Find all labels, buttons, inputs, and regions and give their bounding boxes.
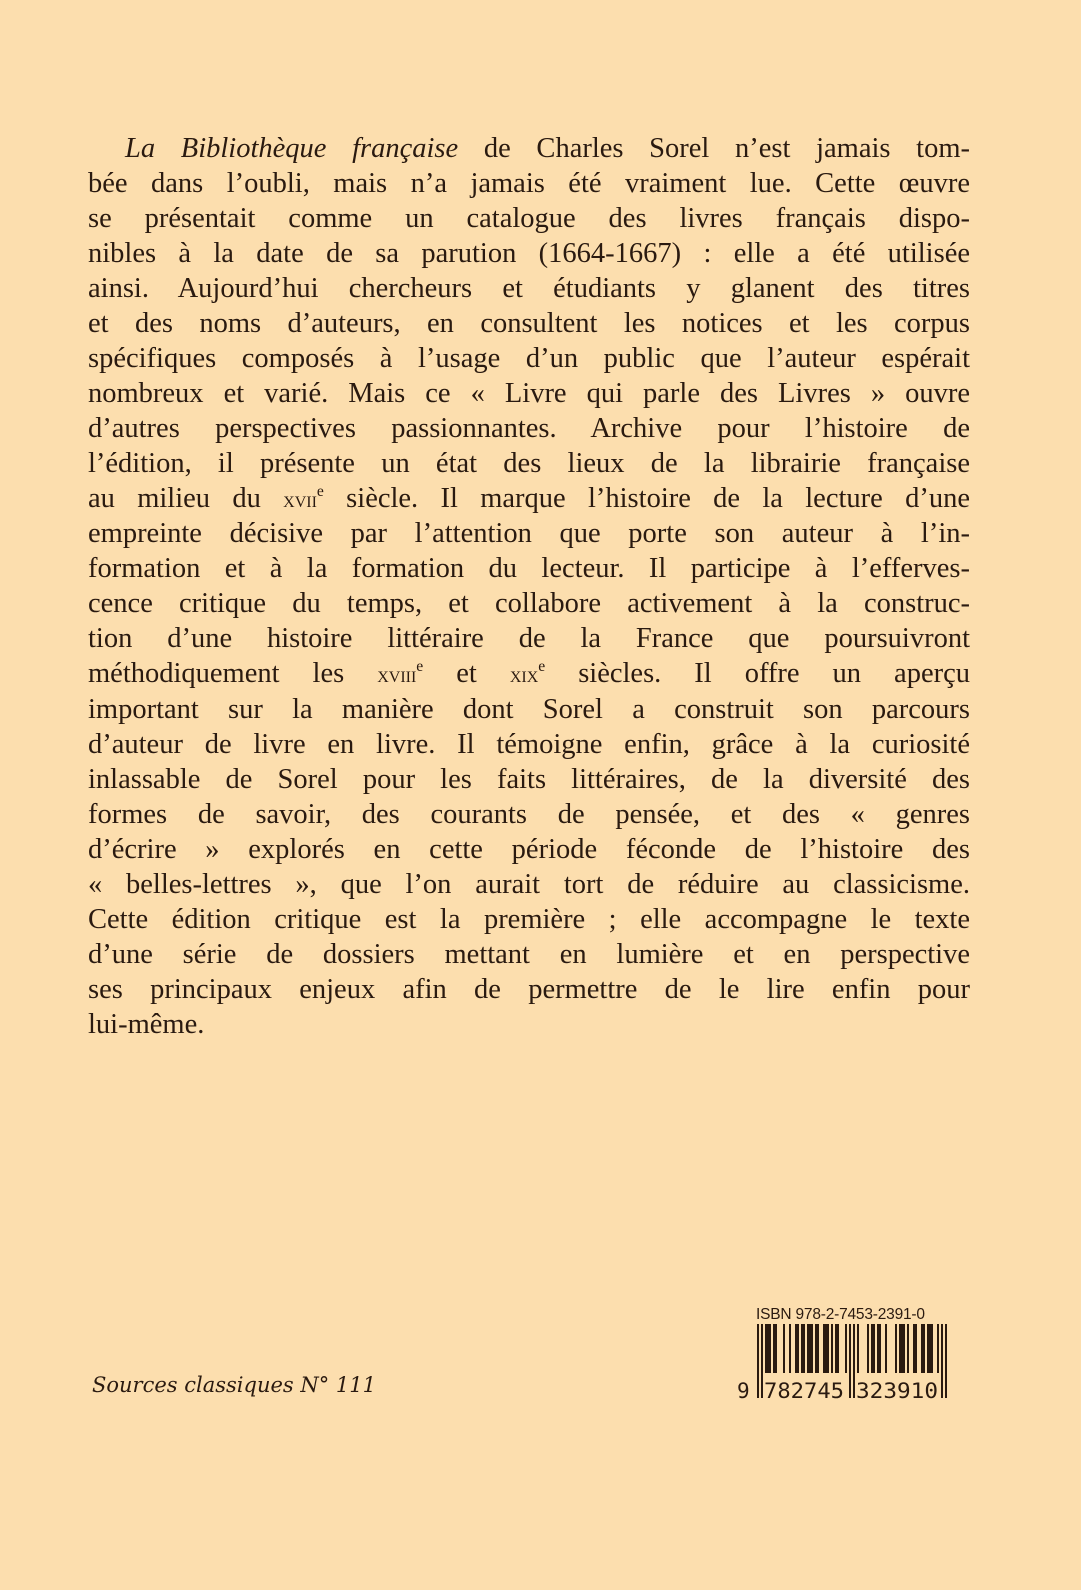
blurb-line	[88, 201, 970, 236]
barcode-first-digit: 9	[737, 1379, 750, 1403]
barcode-bar	[895, 1324, 897, 1373]
blurb-text: bée dans l’oubli, mais n’a jamais été vraiment lue. Cette œuvre	[88, 168, 970, 200]
blurb-text: formes de savoir, des courants de pensée, et des « genres	[88, 798, 970, 830]
blurb-text: d’auteur de livre en livre. Il témoigne enfin, grâce à la curiosité	[88, 728, 970, 760]
barcode-right-digits: 323910	[856, 1379, 938, 1403]
blurb-line	[88, 902, 970, 937]
barcode-bar	[789, 1324, 791, 1373]
barcode-bar	[871, 1324, 875, 1373]
blurb-text: lui-même.	[88, 1008, 205, 1040]
barcode-bar	[783, 1324, 785, 1373]
barcode-bar	[801, 1324, 805, 1373]
blurb-text: nibles à la date de sa parution (1664-1667) : elle a été utilisée	[88, 238, 970, 270]
barcode-bar	[831, 1324, 833, 1373]
blurb-text: d’autres perspectives passionnantes. Archive pour l’histoire de	[88, 413, 970, 445]
blurb-text: inlassable de Sorel pour les faits littéraires, de la diversité des	[88, 763, 970, 795]
blurb-line	[88, 481, 970, 516]
blurb-text: et des noms d’auteurs, en consultent les notices et les corpus	[88, 308, 970, 340]
blurb-line	[88, 411, 970, 446]
back-cover-blurb	[88, 131, 970, 1042]
blurb-line	[88, 131, 970, 166]
blurb-text: d’une série de dossiers mettant en lumière et en perspective	[88, 938, 970, 970]
blurb-line	[88, 166, 970, 201]
blurb-text: xviii	[377, 662, 417, 688]
blurb-text: l’édition, il présente un état des lieux de la librairie française	[88, 448, 970, 480]
barcode-guard-bar	[849, 1324, 851, 1398]
barcode-bar	[921, 1324, 925, 1373]
blurb-line	[88, 271, 970, 306]
blurb-text: siècles. Il offre un aperçu	[545, 658, 970, 690]
blurb-line	[88, 692, 970, 727]
blurb-text: e	[538, 658, 546, 676]
blurb-line	[88, 762, 970, 797]
blurb-text: e	[416, 658, 424, 676]
barcode-bar	[765, 1324, 771, 1373]
barcode-bar	[937, 1324, 939, 1373]
blurb-line	[88, 236, 970, 271]
barcode-guard-bar	[761, 1324, 763, 1398]
barcode-bar	[845, 1324, 847, 1373]
blurb-text: xix	[509, 662, 539, 688]
blurb-text: spécifiques composés à l’usage d’un public que l’auteur espérait	[88, 343, 970, 375]
barcode-bar	[927, 1324, 933, 1373]
blurb-text: se présentait comme un catalogue des livres français dispo-	[88, 203, 970, 235]
blurb-text: « belles-lettres », que l’on aurait tort de réduire au classicisme.	[88, 868, 970, 900]
isbn-label: ISBN 978-2-7453-2391-0	[756, 1306, 925, 1323]
blurb-text: au milieu du	[88, 483, 284, 515]
barcode-guard-bar	[853, 1324, 855, 1398]
blurb-line	[88, 727, 970, 762]
barcode-bar	[877, 1324, 881, 1373]
barcode-left-digits: 782745	[764, 1379, 844, 1403]
blurb-text: tion d’une histoire littéraire de la France que poursuivront	[88, 623, 970, 655]
blurb-text: nombreux et varié. Mais ce « Livre qui parle des Livres » ouvre	[88, 378, 970, 410]
barcode-bar	[773, 1324, 777, 1373]
blurb-line	[88, 797, 970, 832]
blurb-line	[88, 972, 970, 1007]
blurb-line	[88, 376, 970, 411]
barcode-bar	[823, 1324, 829, 1373]
blurb-line	[88, 551, 970, 586]
blurb-text: et	[423, 658, 510, 690]
blurb-line	[88, 937, 970, 972]
barcode-bar	[913, 1324, 917, 1373]
blurb-text: formation et à la formation du lecteur. Il participe à l’efferves-	[88, 553, 970, 585]
barcode-bar	[795, 1324, 799, 1373]
blurb-text: ses principaux enjeux afin de permettre de le lire enfin pour	[88, 973, 970, 1005]
barcode-guard-bar	[945, 1324, 947, 1398]
isbn-barcode	[734, 1324, 954, 1404]
blurb-line	[88, 446, 970, 481]
blurb-text: méthodiquement les	[88, 658, 378, 690]
blurb-text: cence critique du temps, et collabore activement à la construc-	[88, 588, 970, 620]
blurb-text: empreinte décisive par l’attention que porte son auteur à l’in-	[88, 518, 970, 550]
blurb-line	[88, 656, 970, 691]
blurb-text: e	[316, 483, 324, 501]
barcode-bar	[815, 1324, 819, 1373]
barcode-bar	[857, 1324, 859, 1373]
blurb-text: Cette édition critique est la première ; elle accompagne le texte	[88, 903, 970, 935]
blurb-text: important sur la manière dont Sorel a construit son parcours	[88, 693, 970, 725]
series-label: Sources classiques N° 111	[92, 1373, 376, 1397]
book-title: La Bibliothèque française	[125, 133, 459, 164]
blurb-line	[88, 621, 970, 656]
blurb-line	[88, 306, 970, 341]
blurb-line	[88, 586, 970, 621]
barcode-bar	[907, 1324, 909, 1373]
barcode-guard-bar	[941, 1324, 943, 1398]
barcode-bar	[899, 1324, 905, 1373]
barcode-bar	[867, 1324, 869, 1373]
blurb-line	[88, 341, 970, 376]
blurb-text: d’écrire » explorés en cette période féconde de l’histoire des	[88, 833, 970, 865]
barcode-bar	[885, 1324, 887, 1373]
blurb-text: xvii	[283, 487, 317, 513]
blurb-text: de Charles Sorel n’est jamais tom-	[458, 133, 970, 164]
barcode-bar	[835, 1324, 839, 1373]
barcode-bar	[807, 1324, 813, 1373]
blurb-line	[88, 1007, 970, 1042]
blurb-text: siècle. Il marque l’histoire de la lecture d’une	[323, 483, 970, 515]
blurb-text: ainsi. Aujourd’hui chercheurs et étudiants y glanent des titres	[88, 273, 970, 305]
barcode-guard-bar	[757, 1324, 759, 1398]
blurb-line	[88, 832, 970, 867]
blurb-line	[88, 516, 970, 551]
blurb-line	[88, 867, 970, 902]
